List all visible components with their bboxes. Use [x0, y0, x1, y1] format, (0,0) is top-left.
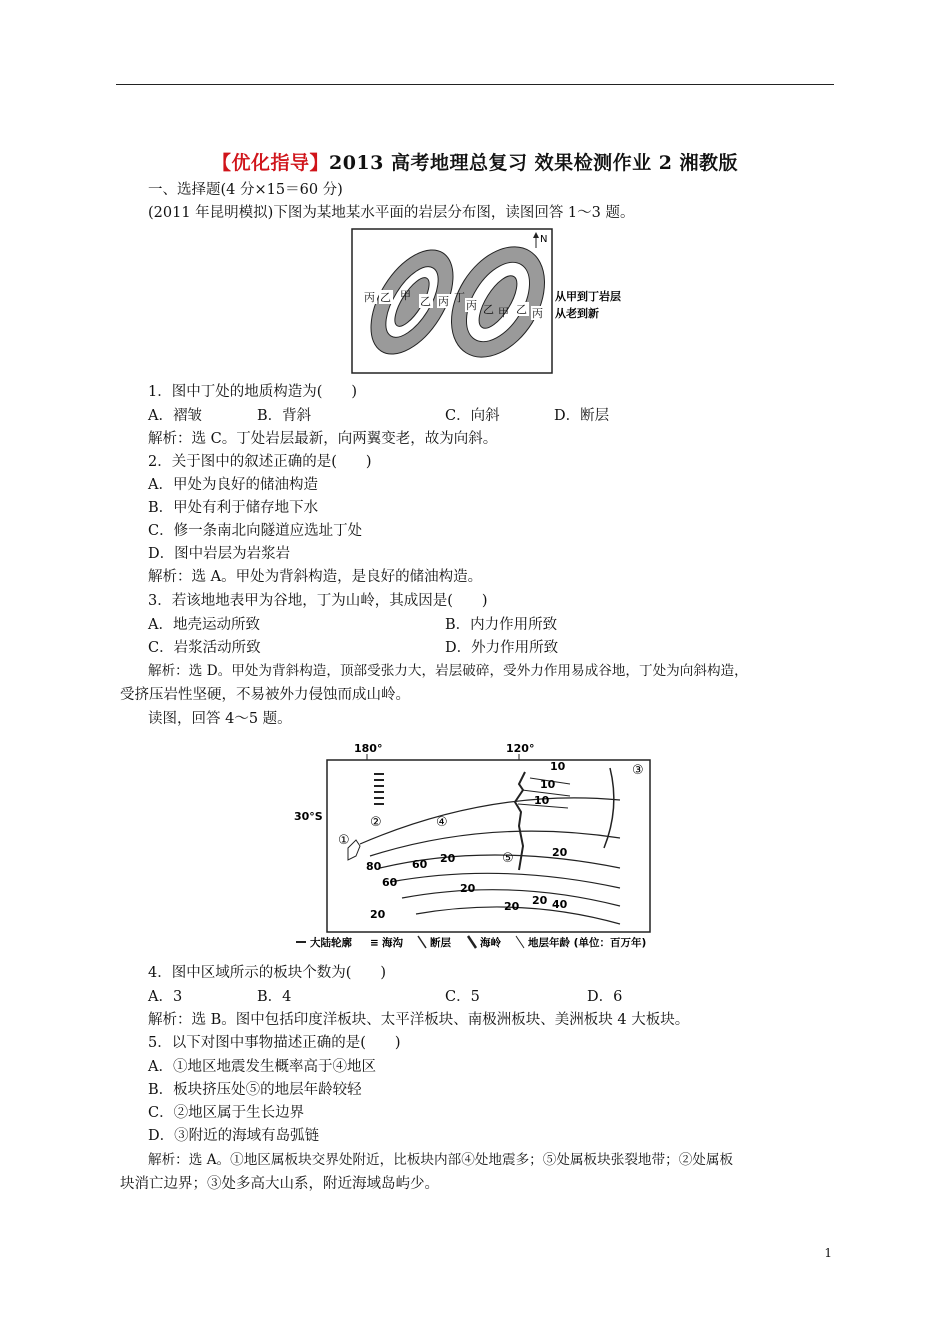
- age-60-b: 60: [382, 876, 398, 889]
- title-bracket: 【优化指导】: [211, 152, 329, 174]
- legend-age: 地层年龄 (单位：百万年): [528, 937, 647, 949]
- age-10-a: 10: [550, 760, 566, 773]
- legend-ridge: 海岭: [480, 937, 501, 949]
- age-20-e: 20: [532, 894, 548, 907]
- q2-option-b: B．甲处有利于储存地下水: [148, 500, 319, 516]
- label-yi-1: 乙: [380, 291, 391, 304]
- q3-option-c: C．岩浆活动所致: [148, 640, 261, 656]
- label-bing-3: 丙: [466, 299, 477, 312]
- q3-option-a: A．地壳运动所致: [148, 617, 260, 633]
- q3-analysis-2: 受挤压岩性坚硬，不易被外力侵蚀而成山岭。: [120, 687, 410, 703]
- q3-option-b: B．内力作用所致: [445, 617, 558, 633]
- title-text: 2013 高考地理总复习 效果检测作业 2 湘教版: [328, 152, 739, 174]
- q2-stem: 2．关于图中的叙述正确的是( ): [148, 454, 372, 470]
- svg-text:≡: ≡: [370, 937, 379, 949]
- label-jia-2: 甲: [498, 306, 509, 319]
- strata-map-figure: [350, 226, 650, 376]
- q5-option-b: B．板块挤压处⑤的地层年龄较轻: [148, 1082, 362, 1098]
- q1-stem: 1．图中丁处的地质构造为( ): [148, 384, 358, 400]
- q3-stem: 3．若该地地表甲为谷地，丁为山岭，其成因是( ): [148, 593, 488, 609]
- age-20-d: 20: [504, 900, 520, 913]
- age-40: 40: [552, 898, 568, 911]
- north-label: N: [540, 234, 548, 245]
- q2-option-c: C．修一条南北向隧道应选址丁处: [148, 523, 363, 539]
- intro-2: 读图，回答 4～5 题。: [148, 711, 292, 727]
- label-jia-1: 甲: [400, 289, 411, 302]
- label-ding: 丁: [454, 291, 465, 304]
- legend-line-2: 从老到新: [555, 307, 599, 320]
- age-10-c: 10: [534, 794, 550, 807]
- q5-option-c: C．②地区属于生长边界: [148, 1105, 305, 1121]
- q4-analysis: 解析：选 B。图中包括印度洋板块、太平洋板块、南极洲板块、美洲板块 4 大板块。: [148, 1012, 690, 1028]
- lon-180: 180°: [354, 742, 383, 755]
- q5-stem: 5．以下对图中事物描述正确的是( ): [148, 1035, 401, 1051]
- q2-option-a: A．甲处为良好的储油构造: [148, 477, 318, 493]
- mark-2: ②: [370, 815, 382, 830]
- legend-trench: 海沟: [382, 937, 403, 949]
- q4-option-a: A．3: [148, 989, 183, 1005]
- mark-5: ⑤: [502, 851, 514, 866]
- label-bing-4: 丙: [532, 307, 543, 320]
- age-10-b: 10: [540, 778, 556, 791]
- q5-analysis-1: 解析：选 A。①地区属板块交界处附近，比板块内部④处地震多；⑤处属板块张裂地带；②处属板: [148, 1152, 734, 1168]
- page-number: 1: [824, 1246, 832, 1260]
- label-yi-4: 乙: [516, 303, 527, 316]
- q3-analysis-1: 解析：选 D。甲处为背斜构造，顶部受张力大，岩层破碎，受外力作用易成谷地，丁处为向斜构造，: [148, 663, 748, 679]
- q1-option-a: A．褶皱: [148, 408, 202, 424]
- q1-option-b: B．背斜: [257, 408, 312, 424]
- q1-option-c: C．向斜: [445, 408, 500, 424]
- q4-option-c: C．5: [445, 989, 480, 1005]
- legend-fault: 断层: [430, 937, 451, 949]
- q4-stem: 4．图中区域所示的板块个数为( ): [148, 965, 387, 981]
- age-20-f: 20: [370, 908, 386, 921]
- q5-analysis-2: 块消亡边界；③处多高大山系，附近海域岛屿少。: [120, 1176, 439, 1192]
- label-yi-2: 乙: [420, 295, 431, 308]
- label-bing-2: 丙: [438, 295, 449, 308]
- q2-option-d: D．图中岩层为岩浆岩: [148, 546, 291, 562]
- label-bing-1: 丙: [364, 291, 375, 304]
- q5-option-a: A．①地区地震发生概率高于④地区: [148, 1059, 376, 1075]
- mark-3: ③: [632, 763, 644, 778]
- q1-analysis: 解析：选 C。丁处岩层最新，向两翼变老，故为向斜。: [148, 431, 498, 447]
- q4-option-b: B．4: [257, 989, 292, 1005]
- section-heading: 一、选择题(4 分×15＝60 分): [148, 182, 343, 198]
- q2-analysis: 解析：选 A。甲处为背斜构造，是良好的储油构造。: [148, 569, 483, 585]
- legend-line-1: 从甲到丁岩层: [555, 290, 621, 303]
- legend-continent: 大陆轮廓: [310, 937, 352, 949]
- label-yi-3: 乙: [483, 303, 494, 316]
- age-80: 80: [366, 860, 382, 873]
- page-title: [0, 148, 950, 175]
- age-20-a: 20: [552, 846, 568, 859]
- lat-30s: 30°S: [294, 810, 323, 823]
- plate-map-figure: [290, 738, 660, 956]
- age-20-b: 20: [440, 852, 456, 865]
- map2-legend: [296, 936, 646, 949]
- age-60-a: 60: [412, 858, 428, 871]
- q5-option-d: D．③附近的海域有岛弧链: [148, 1128, 320, 1144]
- lon-120: 120°: [506, 742, 535, 755]
- q3-option-d: D．外力作用所致: [445, 640, 559, 656]
- mark-1: ①: [338, 833, 350, 848]
- mark-4: ④: [436, 815, 448, 830]
- q4-option-d: D．6: [587, 989, 623, 1005]
- age-20-c: 20: [460, 882, 476, 895]
- top-rule: [116, 84, 834, 85]
- q1-option-d: D．断层: [554, 408, 610, 424]
- intro-1: (2011 年昆明模拟)下图为某地某水平面的岩层分布图，读图回答 1～3 题。: [148, 205, 635, 221]
